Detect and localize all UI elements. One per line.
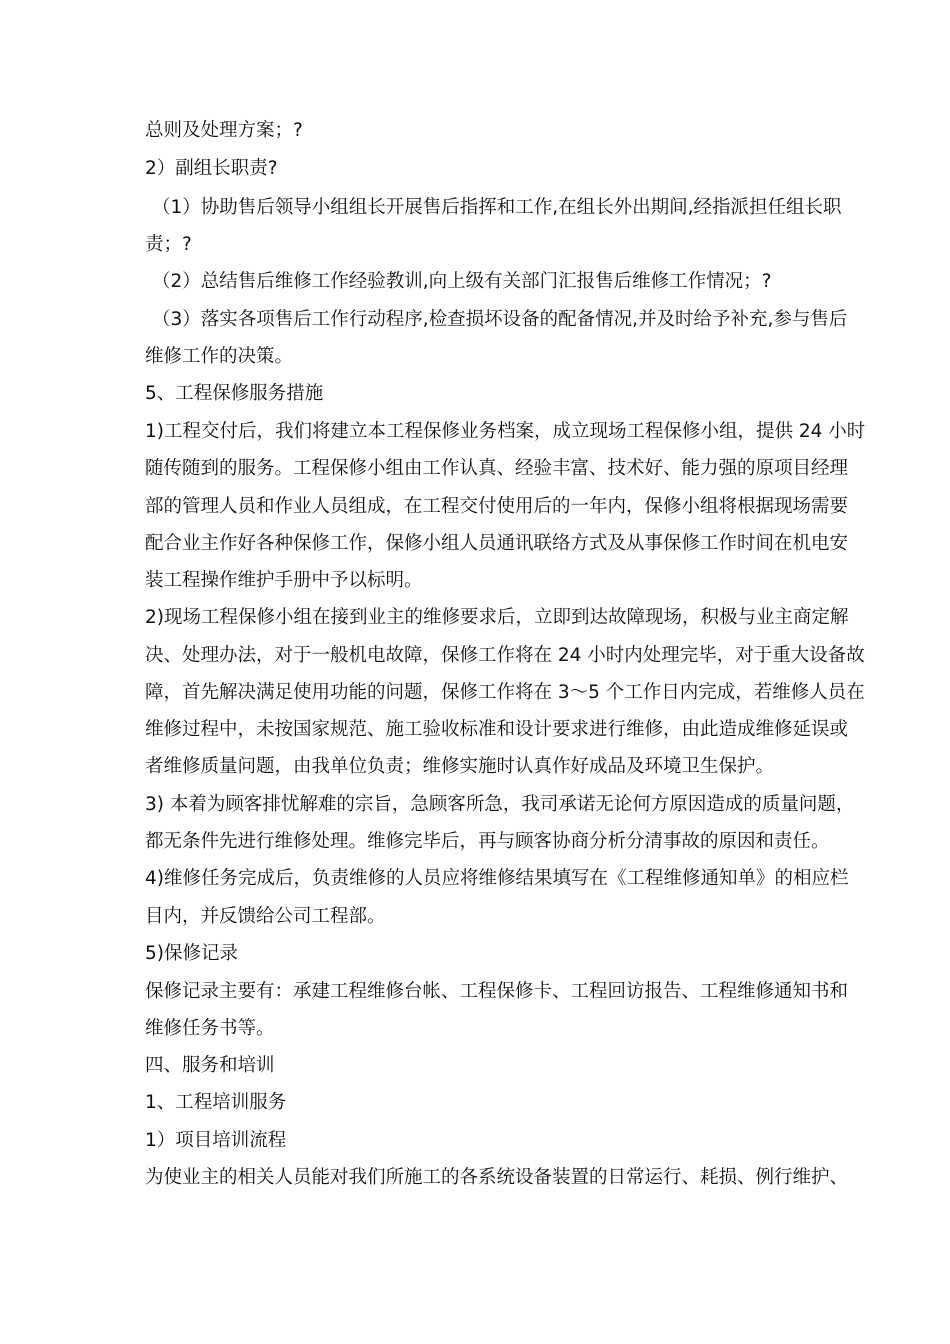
text-line: 都无条件先进行维修处理。维修完毕后，再与顾客协商分析分清事故的原因和责任。 — [145, 831, 830, 852]
section-heading: 四、服务和培训 — [145, 1055, 275, 1076]
section-heading: 1、工程培训服务 — [145, 1092, 287, 1113]
text-line: 决、处理办法，对于一般机电故障，保修工作将在 24 小时内处理完毕，对于重大设备故 — [145, 645, 865, 666]
text-line: 配合业主作好各种保修工作，保修小组人员通讯联络方式及从事保修工作时间在机电安 — [145, 533, 849, 554]
text-line: （3）落实各项售后工作行动程序,检查损坏设备的配备情况,并及时给予补充,参与售后 — [152, 309, 848, 330]
text-line: 1)工程交付后，我们将建立本工程保修业务档案，成立现场工程保修小组，提供 24 小时 — [145, 421, 866, 442]
section-heading: 1）项目培训流程 — [145, 1130, 287, 1151]
text-line: 障，首先解决满足使用功能的问题，保修工作将在 3～5 个工作日内完成，若维修人员在 — [145, 682, 865, 703]
text-line: 为使业主的相关人员能对我们所施工的各系统设备装置的日常运行、耗损、例行维护、 — [145, 1167, 849, 1188]
text-line: 3) 本着为顾客排忧解难的宗旨，急顾客所急，我司承诺无论何方原因造成的质量问题， — [145, 794, 855, 815]
text-line: 责；? — [145, 234, 192, 255]
text-line: 5)保修记录 — [145, 943, 238, 964]
text-line: 保修记录主要有：承建工程维修台帐、工程保修卡、工程回访报告、工程维修通知书和 — [145, 981, 849, 1002]
text-line: 总则及处理方案；? — [145, 120, 303, 141]
text-line: 随传随到的服务。工程保修小组由工作认真、经验丰富、技术好、能力强的原项目经理 — [145, 458, 849, 479]
text-line: 2）副组长职责? — [145, 158, 278, 179]
text-line: 部的管理人员和作业人员组成，在工程交付使用后的一年内，保修小组将根据现场需要 — [145, 496, 849, 517]
text-line: 4)维修任务完成后，负责维修的人员应将维修结果填写在《工程维修通知单》的相应栏 — [145, 868, 849, 889]
text-line: 维修任务书等。 — [145, 1018, 275, 1039]
text-line: 目内，并反馈给公司工程部。 — [145, 906, 386, 927]
text-line: 维修过程中，未按国家规范、施工验收标准和设计要求进行维修，由此造成维修延误或 — [145, 719, 849, 740]
text-line: 者维修质量问题，由我单位负责；维修实施时认真作好成品及环境卫生保护。 — [145, 756, 775, 777]
section-heading: 5、工程保修服务措施 — [145, 383, 324, 404]
text-line: 2)现场工程保修小组在接到业主的维修要求后，立即到达故障现场，积极与业主商定解 — [145, 607, 849, 628]
text-line: 维修工作的决策。 — [145, 346, 294, 367]
text-line: （2）总结售后维修工作经验教训,向上级有关部门汇报售后维修工作情况；? — [152, 271, 772, 292]
text-line: （1）协助售后领导小组组长开展售后指挥和工作,在组长外出期间,经指派担任组长职 — [152, 197, 842, 218]
text-line: 装工程操作维护手册中予以标明。 — [145, 570, 423, 591]
